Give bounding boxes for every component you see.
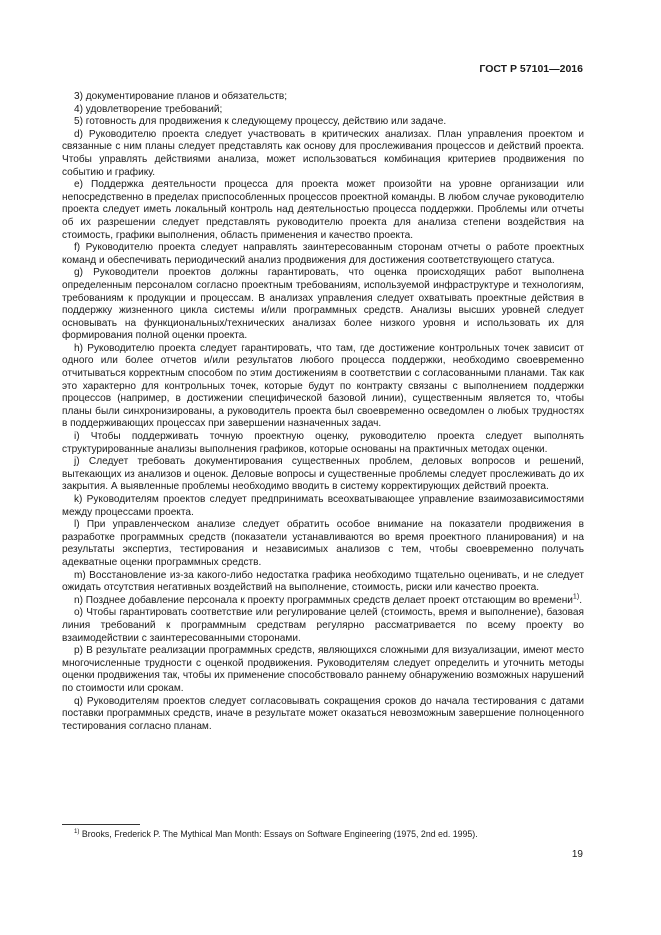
paragraph-g: g) Руководители проектов должны гарантировать, что оценка происходящих работ выполнена определенным персоналом согласно проектным требованиям, используемой инфраструктуре и технологиям, требованиям к продукции и процессам. В анализах управления следует охватывать проектные действия в поддержку жизненного цикла системы и/или программных средств. Анализы высших уровней следует основывать на функциональных/технических анализах более низкого уровня и использовать их для формирования полной оценки проекта.: [62, 267, 584, 342]
paragraph-p: p) В результате реализации программных средств, являющихся сложными для визуализации, имеют место многочисленные трудности с оценкой продвижения. Руководителям следует определить и уточнить методы оценки продвижения так, чтобы их применение способствовало раннему обнаружению возможных нарушений по стоимости или срокам.: [62, 645, 584, 694]
document-header: ГОСТ Р 57101—2016: [479, 63, 583, 75]
paragraph-o: o) Чтобы гарантировать соответствие или регулирование целей (стоимость, время и выполнение), базовая линия требований к программным средствам регулярно рассматривается по всему проекту во взаимодействии с заинтересованными сторонами.: [62, 607, 584, 644]
footnote-mark: 1): [74, 828, 80, 836]
paragraph-i: i) Чтобы поддерживать точную проектную оценку, руководителю проекта следует выполнять структурированные анализы выполнения графиков, которые основаны на практичных методах оценки.: [62, 431, 584, 455]
page-number: 19: [571, 849, 583, 860]
paragraph-d: d) Руководителю проекта следует участвовать в критических анализах. План управления проектом и связанные с ним планы следует представлять как основу для прослеживания процессов и действий проекта. Чтобы управлять действиями анализа, может использоваться комбинация критериев продвижения по событию и графику.: [62, 128, 584, 178]
footnote-ref[interactable]: 1): [572, 593, 580, 601]
list-item: 4) удовлетворение требований;: [74, 103, 223, 115]
paragraph-n-end: .: [579, 594, 582, 606]
footnote-text: Brooks, Frederick P. The Mythical Man Month: Essays on Software Engineering (1975, 2nd ed. 1995).: [79, 829, 478, 839]
footnote-divider: [62, 824, 140, 825]
paragraph-e: e) Поддержка деятельности процесса для проекта может произойти на уровне организации или непосредственно в пределах приспособленных процессов проектной команды. В любом случае руководителю проекта следует иметь локальный контроль над деятельностью процесса поддержки. Проблемы или отчеты об их разрешении следует представлять руководителю проекта для анализа степени воздействия на стоимость, графики выполнения, область применения и качество проекта.: [62, 179, 584, 241]
paragraph-h: h) Руководителю проекта следует гарантировать, что там, где достижение контрольных точек зависит от одного или более отчетов и/или результатов любого процесса поддержки, необходимо своевременно отчитываться корректным способом по этим достижениям в соответствии с согласованными планами. Так как это характерно для контрольных точек, которые будут по контракту связаны с выполнением поддержки процессов (например, в достижении специфической базовой линии), существенным является то, чтобы планы были синхронизированы, а руководитель проекта был своевременно осведомлен о любых трудностях в поддерживающих процессах при завершении назначенных задач.: [62, 342, 584, 430]
body-text: [62, 91, 584, 733]
paragraph-q: q) Руководителям проектов следует согласовывать сокращения сроков до начала тестирования с датами поставки программных средств, иначе в результате может оказаться невозможным завершение полноценного тестирования согласно планам.: [62, 695, 584, 732]
paragraph-j: j) Следует требовать документирования существенных проблем, деловых вопросов и решений, вытекающих из анализов и оценок. Деловые вопросы и существенные проблемы следует прослеживать до их закрытия. А выявленные проблемы необходимо вводить в систему корректирующих действий проекта.: [62, 456, 584, 493]
list-item: 3) документирование планов и обязательств;: [74, 91, 288, 102]
paragraph-n-text: n) Позднее добавление персонала к проекту программных средств делает проект отстающим во времени: [74, 594, 573, 606]
paragraph-l: l) При управленческом анализе следует обратить особое внимание на показатели продвижения в разработке программных средств (показатели устанавливаются во время проектного планирования) и на результаты экспертиз, тестирования и независимых анализов с тем, чтобы своевременно получать адекватные оценки программных средств.: [62, 519, 584, 568]
list-item: 5) готовность для продвижения к следующему процессу, действию или задаче.: [74, 116, 447, 128]
paragraph-m: m) Восстановление из-за какого-либо недостатка графика необходимо тщательно оценивать, и не следует ожидать отсутствия негативных воздействий на выполнение, стоимость, риски или качество проекта.: [62, 569, 584, 594]
footnote: [62, 829, 584, 840]
paragraph-f: f) Руководителю проекта следует направлять заинтересованным сторонам отчеты о работе проектных команд и обеспечивать периодический анализ продвижения для достижения соответствующего статуса.: [62, 242, 584, 266]
paragraph-k: k) Руководителям проектов следует предпринимать всеохватывающее управление взаимозависимостями между процессами проекта.: [62, 494, 584, 518]
paragraph-n: [62, 595, 584, 608]
